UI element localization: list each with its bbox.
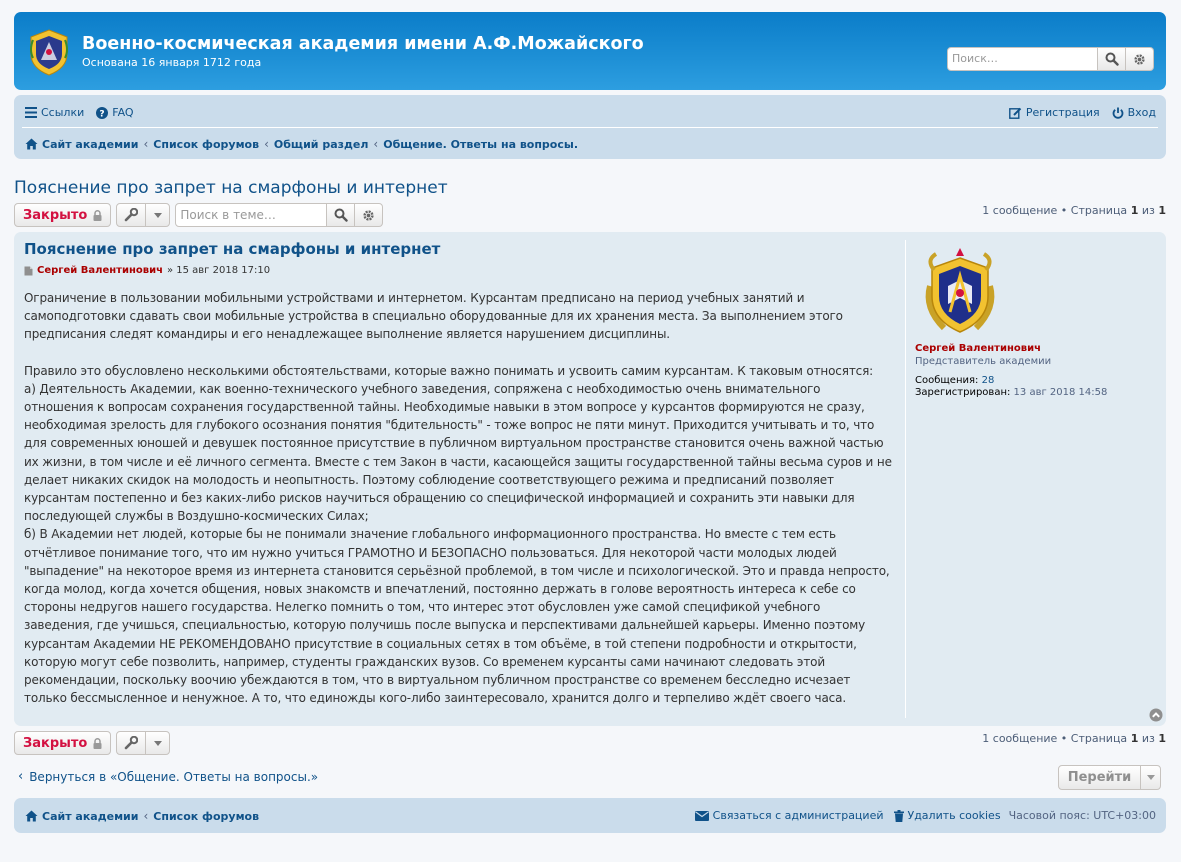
- topic-search-input[interactable]: Поиск в теме…: [175, 203, 327, 227]
- topic-tools-button[interactable]: [116, 203, 170, 227]
- profile-registered-label: Зарегистрирован:: [915, 387, 1011, 398]
- post-content: [24, 289, 892, 707]
- jump-to-button[interactable]: [1058, 765, 1161, 790]
- user-avatar[interactable]: [920, 246, 1000, 338]
- header-advanced-search-button[interactable]: [1126, 47, 1154, 71]
- topic-title[interactable]: Пояснение про запрет на смарфоны и интернет: [14, 178, 448, 198]
- timezone-label: Часовой пояс: UTC+03:00: [1008, 809, 1156, 822]
- gear-icon: [1133, 53, 1146, 66]
- footer-breadcrumb-forum-list[interactable]: Список форумов: [153, 809, 260, 823]
- links-label: Ссылки: [41, 106, 85, 119]
- post-file-icon[interactable]: [24, 266, 33, 276]
- page-total: 1: [1158, 732, 1166, 745]
- post-count: 1 сообщение: [982, 732, 1058, 745]
- search-icon: [1105, 52, 1119, 66]
- breadcrumb-general[interactable]: Общий раздел: [273, 137, 369, 151]
- chevron-left-icon: ‹: [18, 769, 24, 784]
- search-icon: [334, 208, 348, 222]
- lock-icon: [93, 210, 102, 221]
- profile-username[interactable]: Сергей Валентинович: [915, 343, 1041, 354]
- login-link[interactable]: [1112, 106, 1156, 119]
- edit-icon: [1009, 107, 1022, 119]
- post-paragraph: б) В Академии нет людей, которые бы не понимали значение глобального информационного пространства. Но вместе с тем есть отчётливое понимание того, что им нужно учиться ГРАМОТНО И БЕЗОПАСНО пользоваться. Для некоторой части молодых людей "выпадение" на некоторое время из интернета становится серьёзной проблемой, в том числе и психологической. Это и правда непросто, когда молод, когда хочется общения, новых знакомств и впечатлений, постоянно держать в голове вероятность интереса к себе со стороны недругов нашего государства. Нелегко помнить о том, что интерес этот обусловлен уже самой спецификой учебного заведения, где учишься, специальностью, которую получишь после выпуска и перспективами дальнейшей карьеры. Именно поэтому курсантам Академии НЕ РЕКОМЕНДОВАНО присутствие в социальных сетях в том объёме, в той степени подробности и открытости, которую могут себе позволить, например, студенты гражданских вузов. Со временем курсанты сами начинают следовать этой рекомендации, поскольку воочию убеждаются в том, что в виртуальном публичном пространстве со временем бесследно исчезает только бессмысленное и ненужное. А то, что единожды кого-либо заинтересовало, хранится долго и терпеливо ждёт своего часа.: [24, 527, 890, 706]
- locked-label: Закрыто: [23, 207, 88, 223]
- post-date: » 15 авг 2018 17:10: [166, 265, 271, 276]
- breadcrumb-separator: ‹: [264, 137, 269, 151]
- pagination-bottom: 1 сообщение • Страница 1 из 1: [982, 732, 1166, 745]
- post-author[interactable]: Сергей Валентинович: [37, 265, 163, 276]
- breadcrumb-forum[interactable]: Общение. Ответы на вопросы.: [383, 137, 579, 151]
- post-meta: [24, 265, 270, 276]
- return-link-label: Вернуться в «Общение. Ответы на вопросы.»: [29, 769, 319, 784]
- of-word: из: [1141, 732, 1155, 745]
- wrench-icon: [124, 736, 138, 750]
- breadcrumb-separator: ‹: [143, 137, 149, 151]
- profile-posts-label: Сообщения:: [915, 375, 979, 386]
- footer-navbar: [14, 798, 1166, 833]
- navbar-divider: [22, 127, 1158, 128]
- faq-label: FAQ: [112, 106, 134, 119]
- breadcrumb: [25, 137, 578, 151]
- contact-admin-label: Связаться с администрацией: [712, 809, 884, 822]
- back-to-top-icon[interactable]: [1149, 708, 1163, 722]
- locked-button[interactable]: [14, 203, 111, 227]
- site-title[interactable]: Военно-космическая академия имени А.Ф.Можайского: [82, 34, 644, 54]
- topic-actions-bottom: [14, 731, 175, 755]
- faq-link[interactable]: [96, 106, 133, 119]
- post-count: 1 сообщение: [982, 204, 1058, 217]
- home-icon: [25, 138, 38, 150]
- topic-advanced-search-button[interactable]: [355, 203, 383, 227]
- envelope-icon: [695, 811, 709, 821]
- post: [14, 232, 1166, 726]
- profile-rank: Представитель академии: [915, 356, 1052, 367]
- power-icon: [1112, 107, 1124, 119]
- breadcrumb-forum-list[interactable]: Список форумов: [153, 137, 260, 151]
- chevron-down-icon: [1147, 775, 1155, 780]
- footer-breadcrumb: [25, 809, 259, 823]
- breadcrumb-separator: ‹: [143, 809, 149, 823]
- header-search-input[interactable]: Поиск…: [947, 47, 1098, 71]
- locked-label: Закрыто: [23, 735, 88, 751]
- breadcrumb-site[interactable]: Сайт академии: [42, 137, 139, 151]
- contact-admin-link[interactable]: [695, 809, 884, 822]
- topic-search: [175, 203, 383, 227]
- profile-registered-value: 13 авг 2018 14:58: [1013, 387, 1108, 398]
- page-word: Страница: [1070, 204, 1128, 217]
- site-subtitle: Основана 16 января 1712 года: [82, 56, 262, 69]
- wrench-icon: [124, 208, 138, 222]
- register-label: Регистрация: [1025, 106, 1100, 119]
- topic-tools-button[interactable]: [116, 731, 170, 755]
- chevron-down-icon: [154, 741, 162, 746]
- pagination-top: 1 сообщение • Страница 1 из 1: [982, 204, 1166, 217]
- site-header: [14, 12, 1166, 90]
- register-link[interactable]: [1009, 106, 1100, 119]
- post-profile: [905, 240, 1158, 718]
- jump-dropdown[interactable]: [1140, 766, 1160, 789]
- lock-icon: [93, 738, 102, 749]
- profile-posts-link[interactable]: 28: [981, 375, 995, 386]
- login-label: Вход: [1127, 106, 1156, 119]
- chevron-down-icon: [154, 213, 162, 218]
- footer-breadcrumb-site[interactable]: Сайт академии: [42, 809, 139, 823]
- profile-registered: [915, 387, 1107, 398]
- page-current: 1: [1130, 732, 1139, 745]
- header-search-button[interactable]: [1098, 47, 1126, 71]
- page-word: Страница: [1070, 732, 1128, 745]
- breadcrumb-separator: ‹: [373, 137, 379, 151]
- of-word: из: [1141, 204, 1155, 217]
- gear-icon: [362, 209, 375, 222]
- page-current: 1: [1130, 204, 1139, 217]
- delete-cookies-label: Удалить cookies: [907, 809, 1001, 822]
- locked-button[interactable]: [14, 731, 111, 755]
- post-paragraph: Правило это обусловлено несколькими обстоятельствами, которые важно понимать и усвоить самим курсантам. К таковым относятся:: [24, 363, 874, 378]
- post-paragraph: Ограничение в пользовании мобильными устройствами и интернетом. Курсантам предписано на период учебных занятий и самоподготовки сдавать свои мобильные устройства в специально оборудованные для их хранения места. За выполнением этого предписания следят командиры и его ненадлежащее выполнение является нарушением дисциплины.: [24, 291, 843, 342]
- academy-logo-icon[interactable]: [27, 28, 71, 76]
- navbar: [14, 95, 1166, 159]
- question-circle-icon: [96, 107, 108, 119]
- topic-search-button[interactable]: [327, 203, 355, 227]
- profile-posts: [915, 375, 994, 386]
- page-total: 1: [1158, 204, 1166, 217]
- delete-cookies-link[interactable]: [894, 809, 1001, 822]
- links-menu[interactable]: [25, 106, 84, 119]
- jump-to-label: Перейти: [1067, 770, 1132, 785]
- topic-actions-top: [14, 203, 383, 227]
- post-paragraph: а) Деятельность Академии, как военно-технического учебного заведения, сопряжена с необходимостью очень внимательного отношения к вопросам сохранения государственной тайны. Необходимые навыки в этом вопросе у курсантов формируются не сразу, необходимая зрелость для глубокого осознания понятия "бдительность" - тоже вопрос не пяти минут. Приходится учитывать и то, что для современных юношей и девушек постоянное присутствие в публичном виртуальном пространстве становится очень важной частью их жизни, в том числе и её личного сегмента. Вместе с тем Закон в части, касающейся защиты государственной тайны весьма суров и не делает никаких скидок на молодость и неопытность. Поэтому соблюдение соответствующего режима и предписаний позволяет курсантам постепенно и без каких-либо рисков научиться обращению со специфической информацией и сохранить эти навыки для последующей службы в Воздушно-космических Силах;: [24, 381, 892, 524]
- svg-text:?: ?: [99, 109, 105, 119]
- hamburger-icon: [25, 107, 37, 118]
- return-link[interactable]: [18, 769, 318, 784]
- footer-links: [685, 809, 1156, 822]
- home-icon: [25, 810, 38, 822]
- post-title[interactable]: Пояснение про запрет на смарфоны и интернет: [24, 240, 441, 258]
- header-search: [947, 47, 1154, 71]
- trash-icon: [894, 810, 904, 822]
